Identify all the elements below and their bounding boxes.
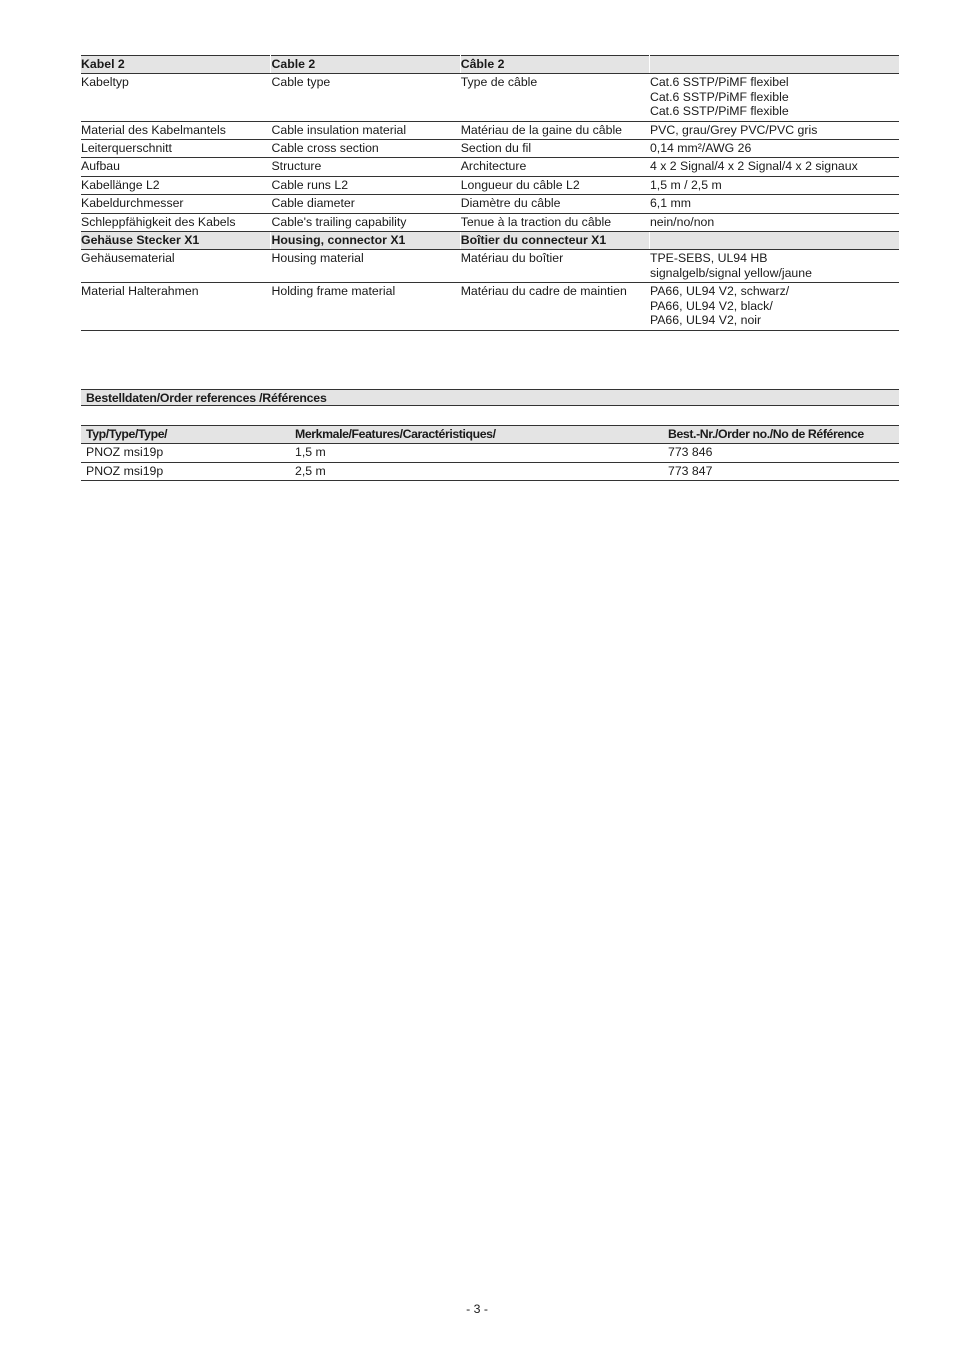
spec-label-en: Cable runs L2 xyxy=(271,176,460,194)
spec-label-de: Schleppfähigkeit des Kabels xyxy=(81,213,271,231)
page-number: - 3 - xyxy=(466,1302,488,1316)
spec-label-de: Kabeldurchmesser xyxy=(81,195,271,213)
table-row xyxy=(81,213,899,231)
spec-label-fr: Type de câble xyxy=(460,74,649,121)
spec-value xyxy=(649,56,899,74)
order-references-title: Bestelldaten/Order references /Références xyxy=(81,389,899,406)
cable-spec-body xyxy=(81,56,899,331)
table-row xyxy=(81,195,899,213)
spec-value-line: Cat.6 SSTP/PiMF flexibel xyxy=(649,75,789,90)
spec-label-de: Kabellänge L2 xyxy=(81,176,271,194)
order-header-order-no: Best.-Nr./Order no./No de Référence xyxy=(663,426,899,444)
spec-label-en: Cable diameter xyxy=(271,195,460,213)
table-row xyxy=(81,74,899,121)
spec-label-en: Cable's trailing capability xyxy=(271,213,460,231)
order-header-row xyxy=(81,426,899,444)
spec-value: 6,1 mm xyxy=(649,195,899,213)
table-row xyxy=(81,444,899,462)
spec-value-line: PA66, UL94 V2, schwarz/ xyxy=(649,284,790,299)
table-row xyxy=(81,462,899,480)
table-row xyxy=(81,250,899,283)
table-row xyxy=(81,121,899,139)
spec-value: PVC, grau/Grey PVC/PVC gris xyxy=(649,121,899,139)
spec-label-en: Cable insulation material xyxy=(271,121,460,139)
spec-value xyxy=(649,283,899,330)
spec-label-de: Gehäuse Stecker X1 xyxy=(81,232,271,250)
order-number: 773 847 xyxy=(663,462,899,480)
spec-label-fr: Diamètre du câble xyxy=(460,195,649,213)
spec-label-fr: Tenue à la traction du câble xyxy=(460,213,649,231)
spec-label-fr: Section du fil xyxy=(460,140,649,158)
spec-label-en: Housing, connector X1 xyxy=(271,232,460,250)
spec-label-en: Cable cross section xyxy=(271,140,460,158)
spec-label-de: Material Halterahmen xyxy=(81,283,271,330)
spec-label-en: Holding frame material xyxy=(271,283,460,330)
spec-label-de: Aufbau xyxy=(81,158,271,176)
spec-label-fr: Boîtier du connecteur X1 xyxy=(460,232,649,250)
spec-value-line: Cat.6 SSTP/PiMF flexible xyxy=(649,104,789,119)
order-header-type: Typ/Type/Type/ xyxy=(81,426,290,444)
spec-label-fr: Matériau du cadre de maintien xyxy=(460,283,649,330)
spec-label-en: Structure xyxy=(271,158,460,176)
spec-label-en: Cable type xyxy=(271,74,460,121)
spec-value: 0,14 mm²/AWG 26 xyxy=(649,140,899,158)
spec-value-line: PA66, UL94 V2, noir xyxy=(649,313,762,328)
table-row xyxy=(81,158,899,176)
table-row xyxy=(81,140,899,158)
spec-label-fr: Matériau de la gaine du câble xyxy=(460,121,649,139)
order-header-features: Merkmale/Features/Caractéristiques/ xyxy=(290,426,663,444)
spec-value-line: signalgelb/signal yellow/jaune xyxy=(649,265,812,280)
order-feature: 1,5 m xyxy=(290,444,663,462)
section-header-row xyxy=(81,232,899,250)
spec-value xyxy=(649,232,899,250)
order-feature: 2,5 m xyxy=(290,462,663,480)
order-type: PNOZ msi19p xyxy=(81,462,290,480)
order-references-table xyxy=(81,425,899,481)
spec-value-line: PA66, UL94 V2, black/ xyxy=(649,298,773,313)
order-type: PNOZ msi19p xyxy=(81,444,290,462)
spec-label-de: Kabel 2 xyxy=(81,56,271,74)
order-number: 773 846 xyxy=(663,444,899,462)
order-references-body xyxy=(81,426,899,481)
spec-value: 4 x 2 Signal/4 x 2 Signal/4 x 2 signaux xyxy=(649,158,899,176)
spec-label-de: Material des Kabelmantels xyxy=(81,121,271,139)
spec-label-en: Cable 2 xyxy=(271,56,460,74)
table-row xyxy=(81,176,899,194)
spec-value-line: Cat.6 SSTP/PiMF flexible xyxy=(649,89,789,104)
spec-label-fr: Câble 2 xyxy=(460,56,649,74)
cable-spec-table xyxy=(81,55,899,331)
spec-value xyxy=(649,74,899,121)
spec-label-fr: Architecture xyxy=(460,158,649,176)
spec-label-en: Housing material xyxy=(271,250,460,283)
table-row xyxy=(81,283,899,330)
spec-label-de: Kabeltyp xyxy=(81,74,271,121)
spec-value: 1,5 m / 2,5 m xyxy=(649,176,899,194)
section-header-row xyxy=(81,56,899,74)
spec-label-de: Leiterquerschnitt xyxy=(81,140,271,158)
spec-value xyxy=(649,250,899,283)
spec-label-fr: Longueur du câble L2 xyxy=(460,176,649,194)
spec-label-fr: Matériau du boîtier xyxy=(460,250,649,283)
spec-label-de: Gehäusematerial xyxy=(81,250,271,283)
spec-value-line: TPE-SEBS, UL94 HB xyxy=(649,251,768,266)
spec-value: nein/no/non xyxy=(649,213,899,231)
